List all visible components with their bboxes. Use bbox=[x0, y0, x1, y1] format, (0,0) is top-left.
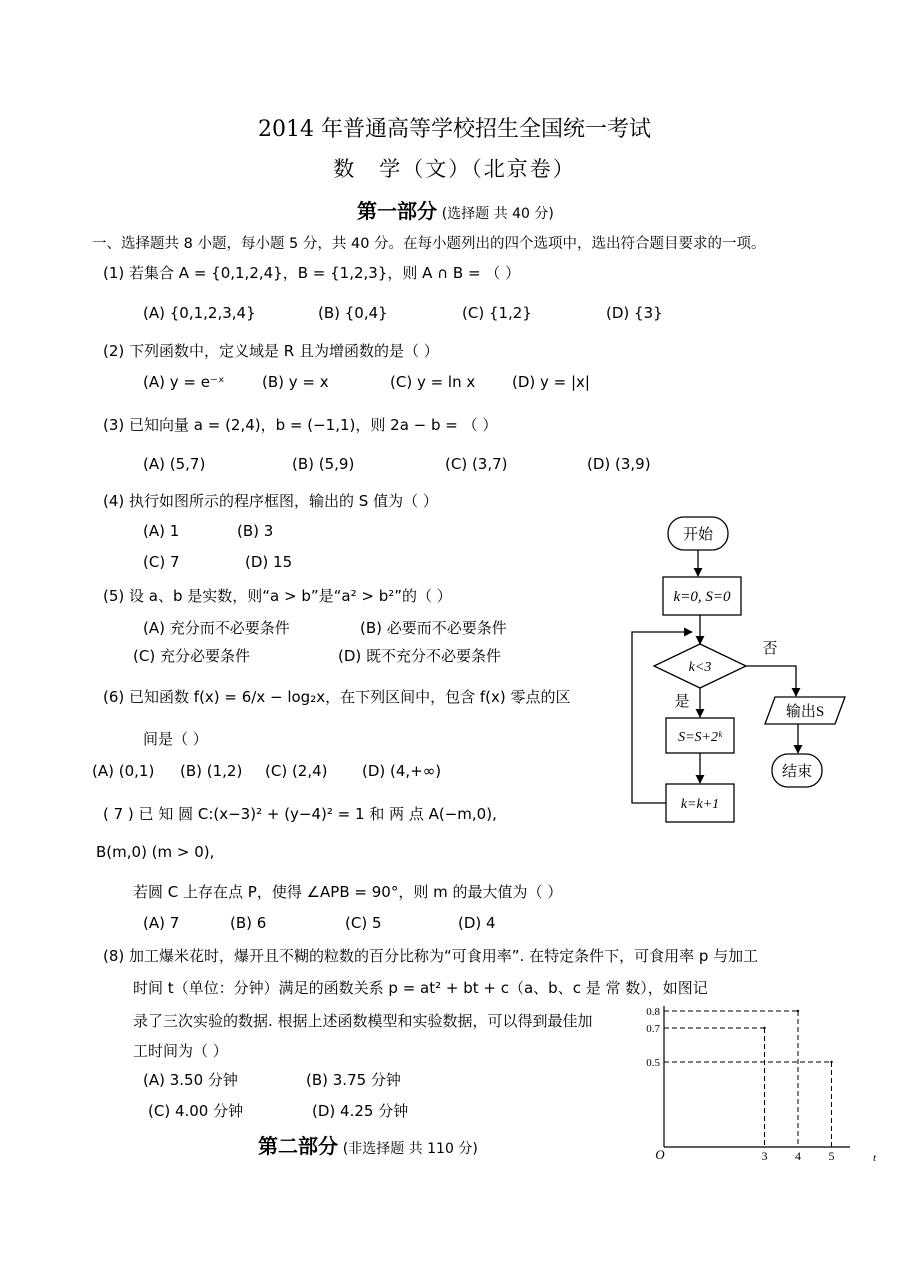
q8-stem-line3: 录了三次实验的数据. 根据上述函数模型和实验数据，可以得到最佳加 bbox=[133, 1012, 593, 1030]
y-tick-label-1: 0.7 bbox=[646, 1023, 660, 1035]
flow-start-label: 开始 bbox=[682, 527, 714, 543]
q7-option-b: (B) 6 bbox=[230, 914, 267, 932]
flow-output-label: 输出S bbox=[785, 704, 825, 720]
data-point-2 bbox=[830, 1061, 832, 1063]
flow-arrow-no bbox=[746, 666, 796, 696]
q2-option-a: (A) y = e⁻ˣ bbox=[143, 373, 225, 391]
q1-option-d: (D) {3} bbox=[606, 304, 663, 322]
q7-option-d: (D) 4 bbox=[458, 914, 496, 932]
q5-option-a: (A) 充分而不必要条件 bbox=[143, 619, 290, 637]
data-point-0 bbox=[763, 1027, 765, 1029]
q7-option-a: (A) 7 bbox=[143, 914, 180, 932]
part1-note: (选择题 共 40 分) bbox=[441, 206, 554, 222]
q4-option-d: (D) 15 bbox=[245, 553, 293, 571]
part2-note: (非选择题 共 110 分) bbox=[342, 1141, 478, 1157]
q3-option-a: (A) (5,7) bbox=[143, 455, 206, 473]
q6-stem: (6) 已知函数 f(x) = 6/x − log₂x，在下列区间中，包含 f(x) 零点的区 bbox=[103, 688, 571, 706]
q8-option-d: (D) 4.25 分钟 bbox=[312, 1102, 409, 1120]
q6-stem-cont: 间是（ ） bbox=[143, 730, 208, 748]
q1-option-b: (B) {0,4} bbox=[318, 304, 388, 322]
q1-stem: (1) 若集合 A = {0,1,2,4}，B = {1,2,3}，则 A ∩ B = （ ） bbox=[103, 264, 521, 282]
q3-option-b: (B) (5,9) bbox=[292, 455, 355, 473]
q6-option-d: (D) (4,+∞) bbox=[362, 762, 442, 780]
flow-update-s-label: S=S+2ᵏ bbox=[678, 730, 722, 745]
exam-title: 2014 年普通高等学校招生全国统一考试 bbox=[258, 117, 651, 142]
flow-no-label: 否 bbox=[762, 641, 778, 657]
q8-stem-line2: 时间 t（单位：分钟）满足的函数关系 p = at² + bt + c（a、b、c 是 常 数），如图记 bbox=[133, 979, 708, 997]
exam-subtitle: 数 学（文）（北京卷） bbox=[333, 157, 576, 181]
q5-option-b: (B) 必要而不必要条件 bbox=[360, 619, 507, 637]
x-tick-label-1: 4 bbox=[795, 1149, 801, 1163]
q7-stem-cont: B(m,0) (m > 0), bbox=[96, 843, 215, 861]
section-instructions: 一、选择题共 8 小题，每小题 5 分，共 40 分。在每小题列出的四个选项中，选出符合题目要求的一项。 bbox=[92, 236, 766, 252]
q1-option-a: (A) {0,1,2,3,4} bbox=[143, 304, 256, 322]
flow-end-label: 结束 bbox=[781, 764, 813, 780]
part1-title bbox=[357, 195, 554, 224]
y-tick-label-0: 0.5 bbox=[646, 1057, 660, 1069]
part2-heading: 第二部分 bbox=[258, 1134, 338, 1158]
q5-stem: (5) 设 a、b 是实数，则“a > b”是“a² > b²”的（ ） bbox=[103, 587, 452, 605]
part2-title bbox=[258, 1130, 478, 1159]
q6-option-c: (C) (2,4) bbox=[265, 762, 328, 780]
q3-stem: (3) 已知向量 a = (2,4)，b = (−1,1)，则 2a − b = （ ） bbox=[103, 416, 498, 434]
q4-stem: (4) 执行如图所示的程序框图，输出的 S 值为（ ） bbox=[103, 492, 438, 510]
y-tick-label-2: 0.8 bbox=[646, 1006, 660, 1018]
q2-stem: (2) 下列函数中，定义域是 R 且为增函数的是（ ） bbox=[103, 342, 439, 360]
q3-option-d: (D) (3,9) bbox=[587, 455, 651, 473]
q1-option-c: (C) {1,2} bbox=[462, 304, 532, 322]
q8-option-c: (C) 4.00 分钟 bbox=[148, 1102, 244, 1120]
q2-option-c: (C) y = ln x bbox=[390, 373, 476, 391]
x-tick-label-0: 3 bbox=[761, 1149, 768, 1163]
q7-stem: ( 7 ) 已 知 圆 C:(x−3)² + (y−4)² = 1 和 两 点 A(−m,0), bbox=[103, 805, 497, 823]
flow-condition-label: k<3 bbox=[688, 660, 712, 675]
q3-option-c: (C) (3,7) bbox=[445, 455, 508, 473]
q8-option-b: (B) 3.75 分钟 bbox=[306, 1071, 401, 1089]
q8-stem-line4: 工时间为（ ） bbox=[133, 1042, 228, 1060]
q6-option-b: (B) (1,2) bbox=[180, 762, 243, 780]
q2-option-d: (D) y = |x| bbox=[512, 373, 590, 391]
flow-yes-label: 是 bbox=[674, 694, 690, 710]
q4-option-c: (C) 7 bbox=[143, 553, 180, 571]
flow-update-k-label: k=k+1 bbox=[680, 797, 720, 812]
data-point-1 bbox=[797, 1010, 799, 1012]
q8-stem-line1: (8) 加工爆米花时，爆开且不糊的粒数的百分比称为“可食用率”. 在特定条件下，可食用率 p 与加工 bbox=[103, 947, 759, 965]
q5-option-c: (C) 充分必要条件 bbox=[133, 647, 250, 665]
q8-experiment-chart bbox=[640, 998, 890, 1168]
x-axis-title: t bbox=[873, 1152, 877, 1164]
q6-option-a: (A) (0,1) bbox=[92, 762, 155, 780]
q4-option-a: (A) 1 bbox=[143, 522, 180, 540]
x-tick-label-2: 5 bbox=[828, 1149, 835, 1163]
q5-option-d: (D) 既不充分不必要条件 bbox=[338, 647, 502, 665]
q7-stem-cont2: 若圆 C 上存在点 P，使得 ∠APB = 90°，则 m 的最大值为（ ） bbox=[133, 883, 563, 901]
q8-option-a: (A) 3.50 分钟 bbox=[143, 1071, 238, 1089]
flow-init-label: k=0, S=0 bbox=[673, 589, 731, 605]
origin-label: O bbox=[655, 1147, 665, 1162]
program-flowchart bbox=[620, 510, 880, 830]
q7-option-c: (C) 5 bbox=[345, 914, 382, 932]
q4-option-b: (B) 3 bbox=[237, 522, 274, 540]
q2-option-b: (B) y = x bbox=[262, 373, 329, 391]
part1-heading: 第一部分 bbox=[357, 199, 437, 223]
